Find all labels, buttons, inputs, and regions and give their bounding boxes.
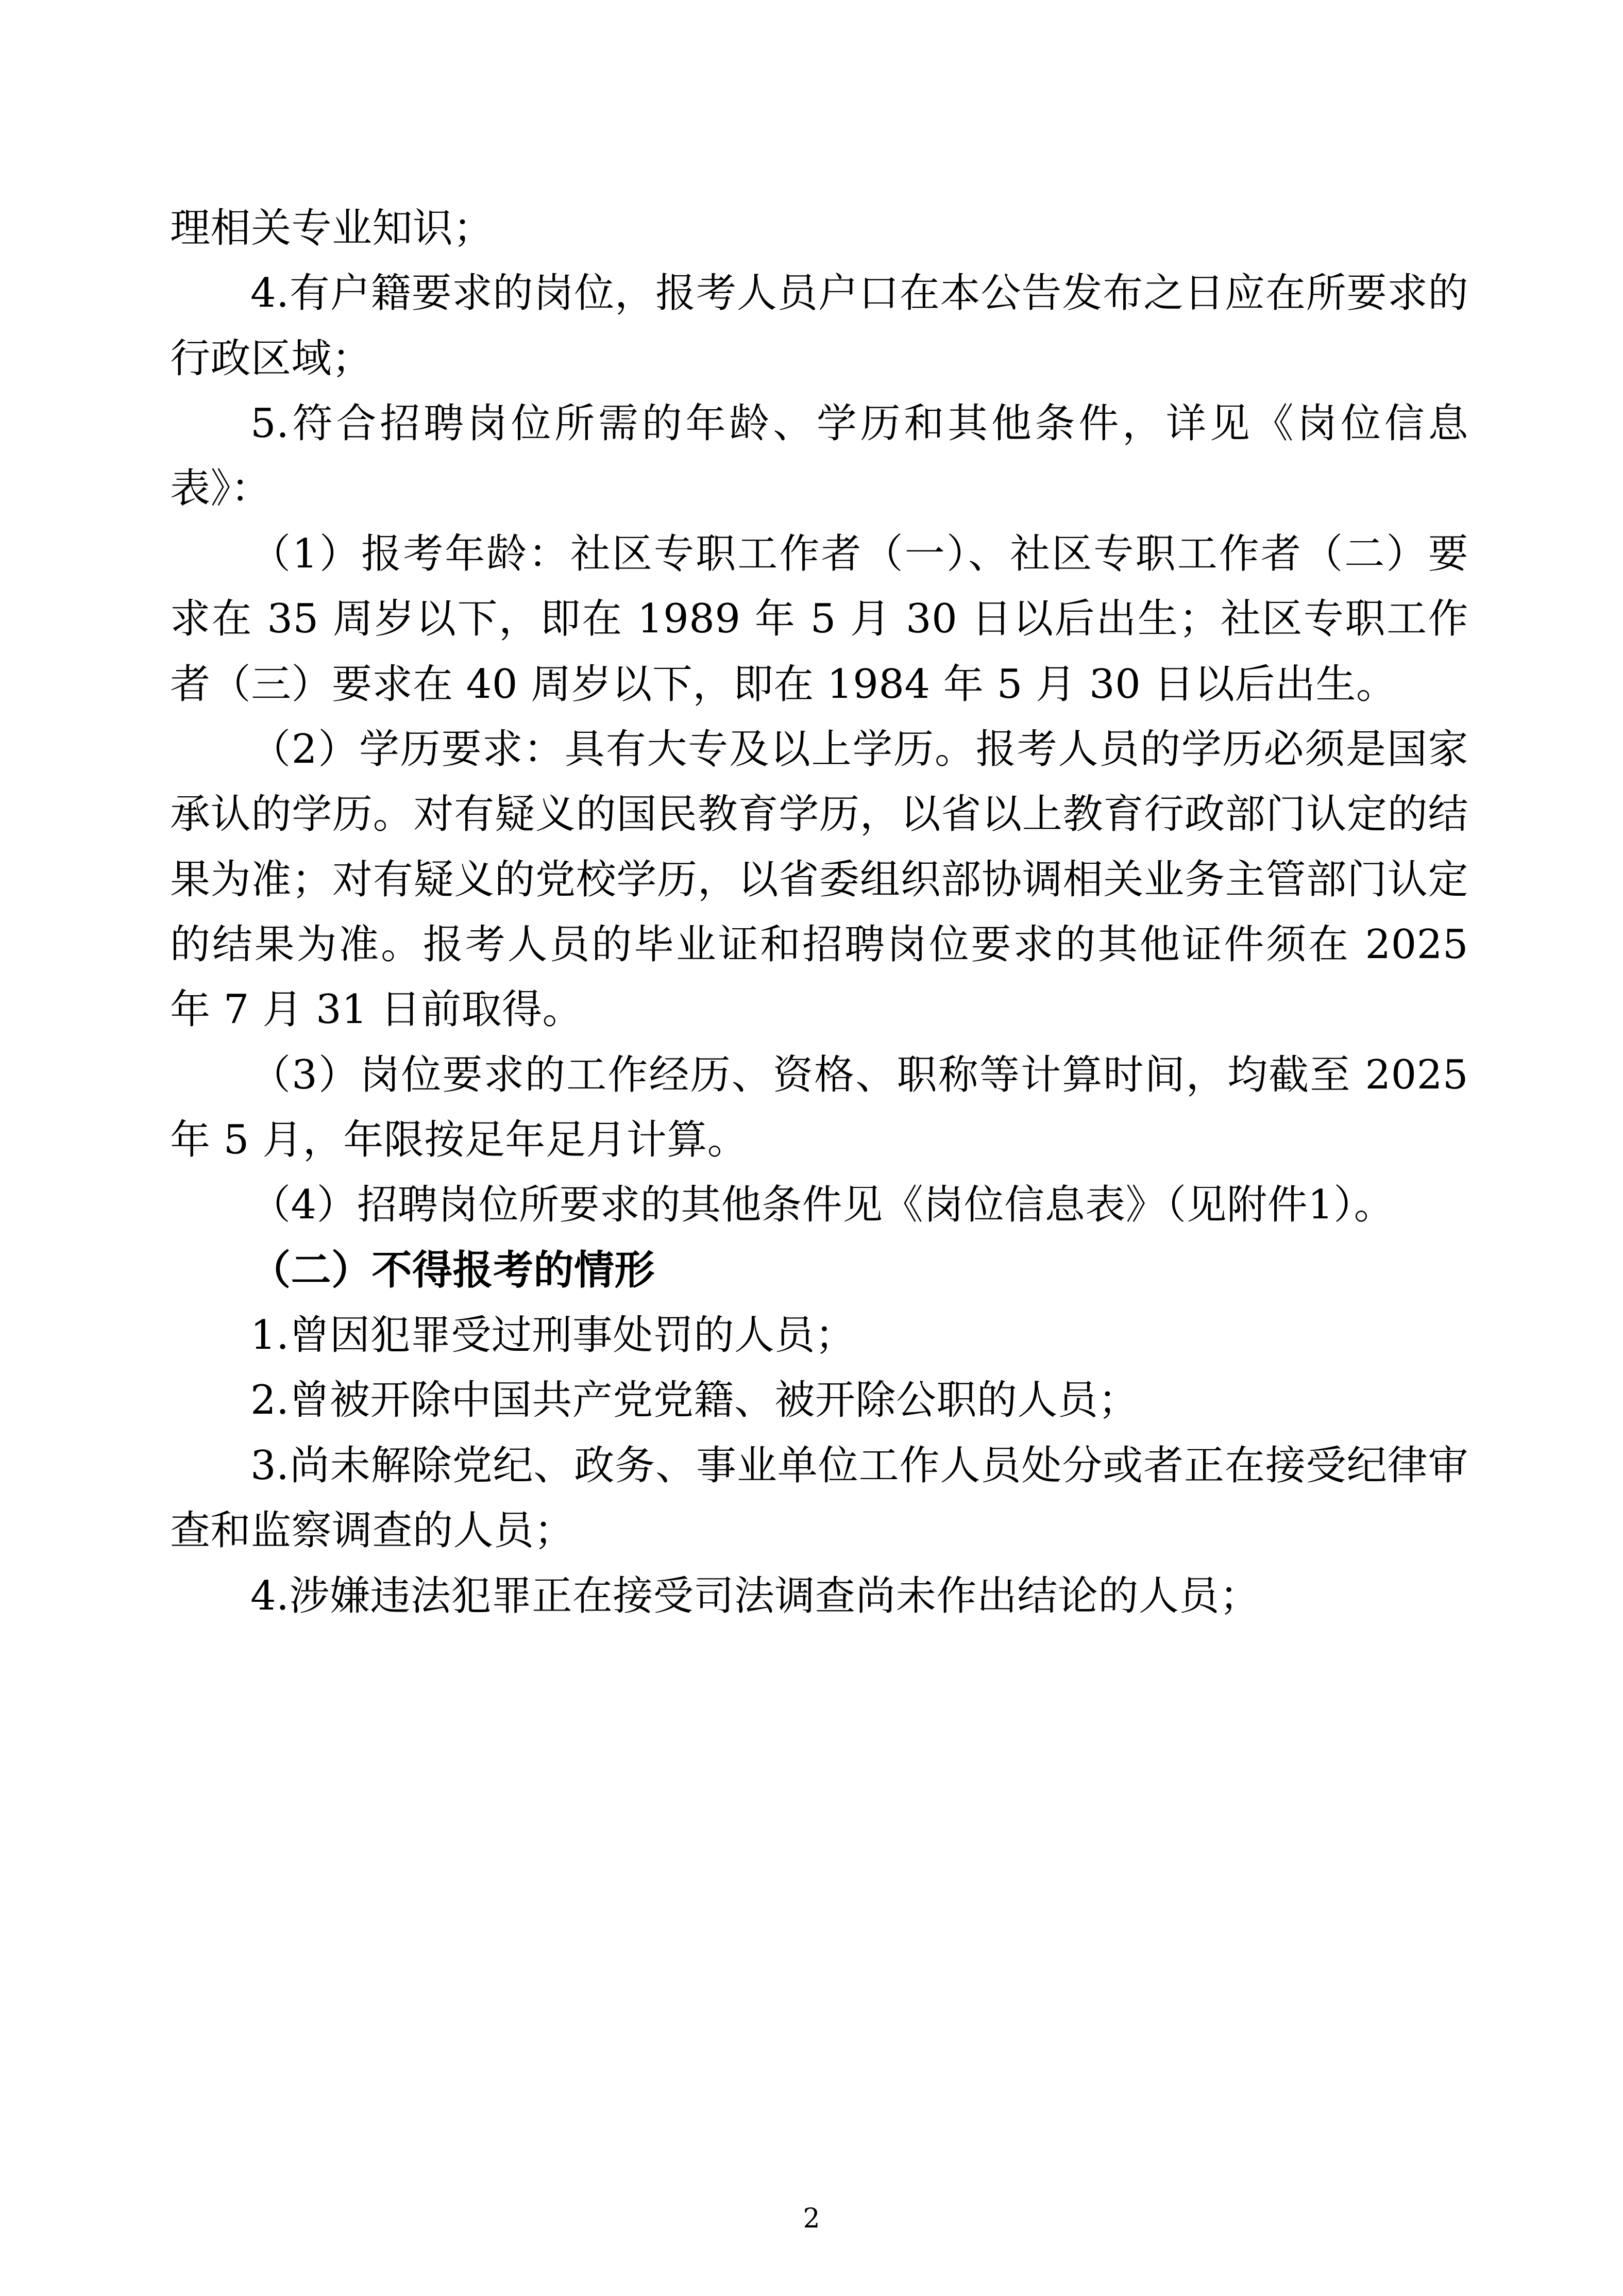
- paragraph-7: （4）招聘岗位所要求的其他条件见《岗位信息表》（见附件1）。: [250, 1182, 1395, 1229]
- paragraph-9: 1.曾因犯罪受过刑事处罚的人员；: [250, 1312, 856, 1359]
- paragraph-1: 理相关专业知识；: [170, 205, 494, 252]
- page-number: 2: [803, 2203, 820, 2234]
- document-body: [170, 196, 1468, 1629]
- paragraph-3: 5.符合招聘岗位所需的年龄、学历和其他条件，详见《岗位信息表》：: [170, 400, 1468, 512]
- paragraph-4: （1）报考年龄：社区专职工作者（一）、社区专职工作者（二）要求在 35 周岁以下，即在 1989 年 5 月 30 日以后出生；社区专职工作者（三）要求在 40 周岁以下，即在 1984 年 5 月 30 日以后出生。: [170, 530, 1468, 708]
- paragraph-6: （3）岗位要求的工作经历、资格、职称等计算时间，均截至 2025 年 5 月，年限按足年足月计算。: [170, 1051, 1468, 1164]
- paragraph-10: 2.曾被开除中国共产党党籍、被开除公职的人员；: [250, 1377, 1139, 1424]
- paragraph-5: （2）学历要求：具有大专及以上学历。报考人员的学历必须是国家承认的学历。对有疑义的国民教育学历，以省以上教育行政部门认定的结果为准；对有疑义的党校学历，以省委组织部协调相关业务主管部门认定的结果为准。报考人员的毕业证和招聘岗位要求的其他证件须在 2025 年 7 月 31 日前取得。: [170, 726, 1468, 1033]
- section-heading-disqualification: （二）不得报考的情形: [250, 1246, 655, 1294]
- paragraph-2: 4.有户籍要求的岗位，报考人员户口在本公告发布之日应在所要求的行政区域；: [170, 270, 1468, 382]
- paragraph-12: 4.涉嫌违法犯罪正在接受司法调查尚未作出结论的人员；: [250, 1572, 1260, 1619]
- paragraph-11: 3.尚未解除党纪、政务、事业单位工作人员处分或者正在接受纪律审查和监察调查的人员；: [170, 1442, 1468, 1554]
